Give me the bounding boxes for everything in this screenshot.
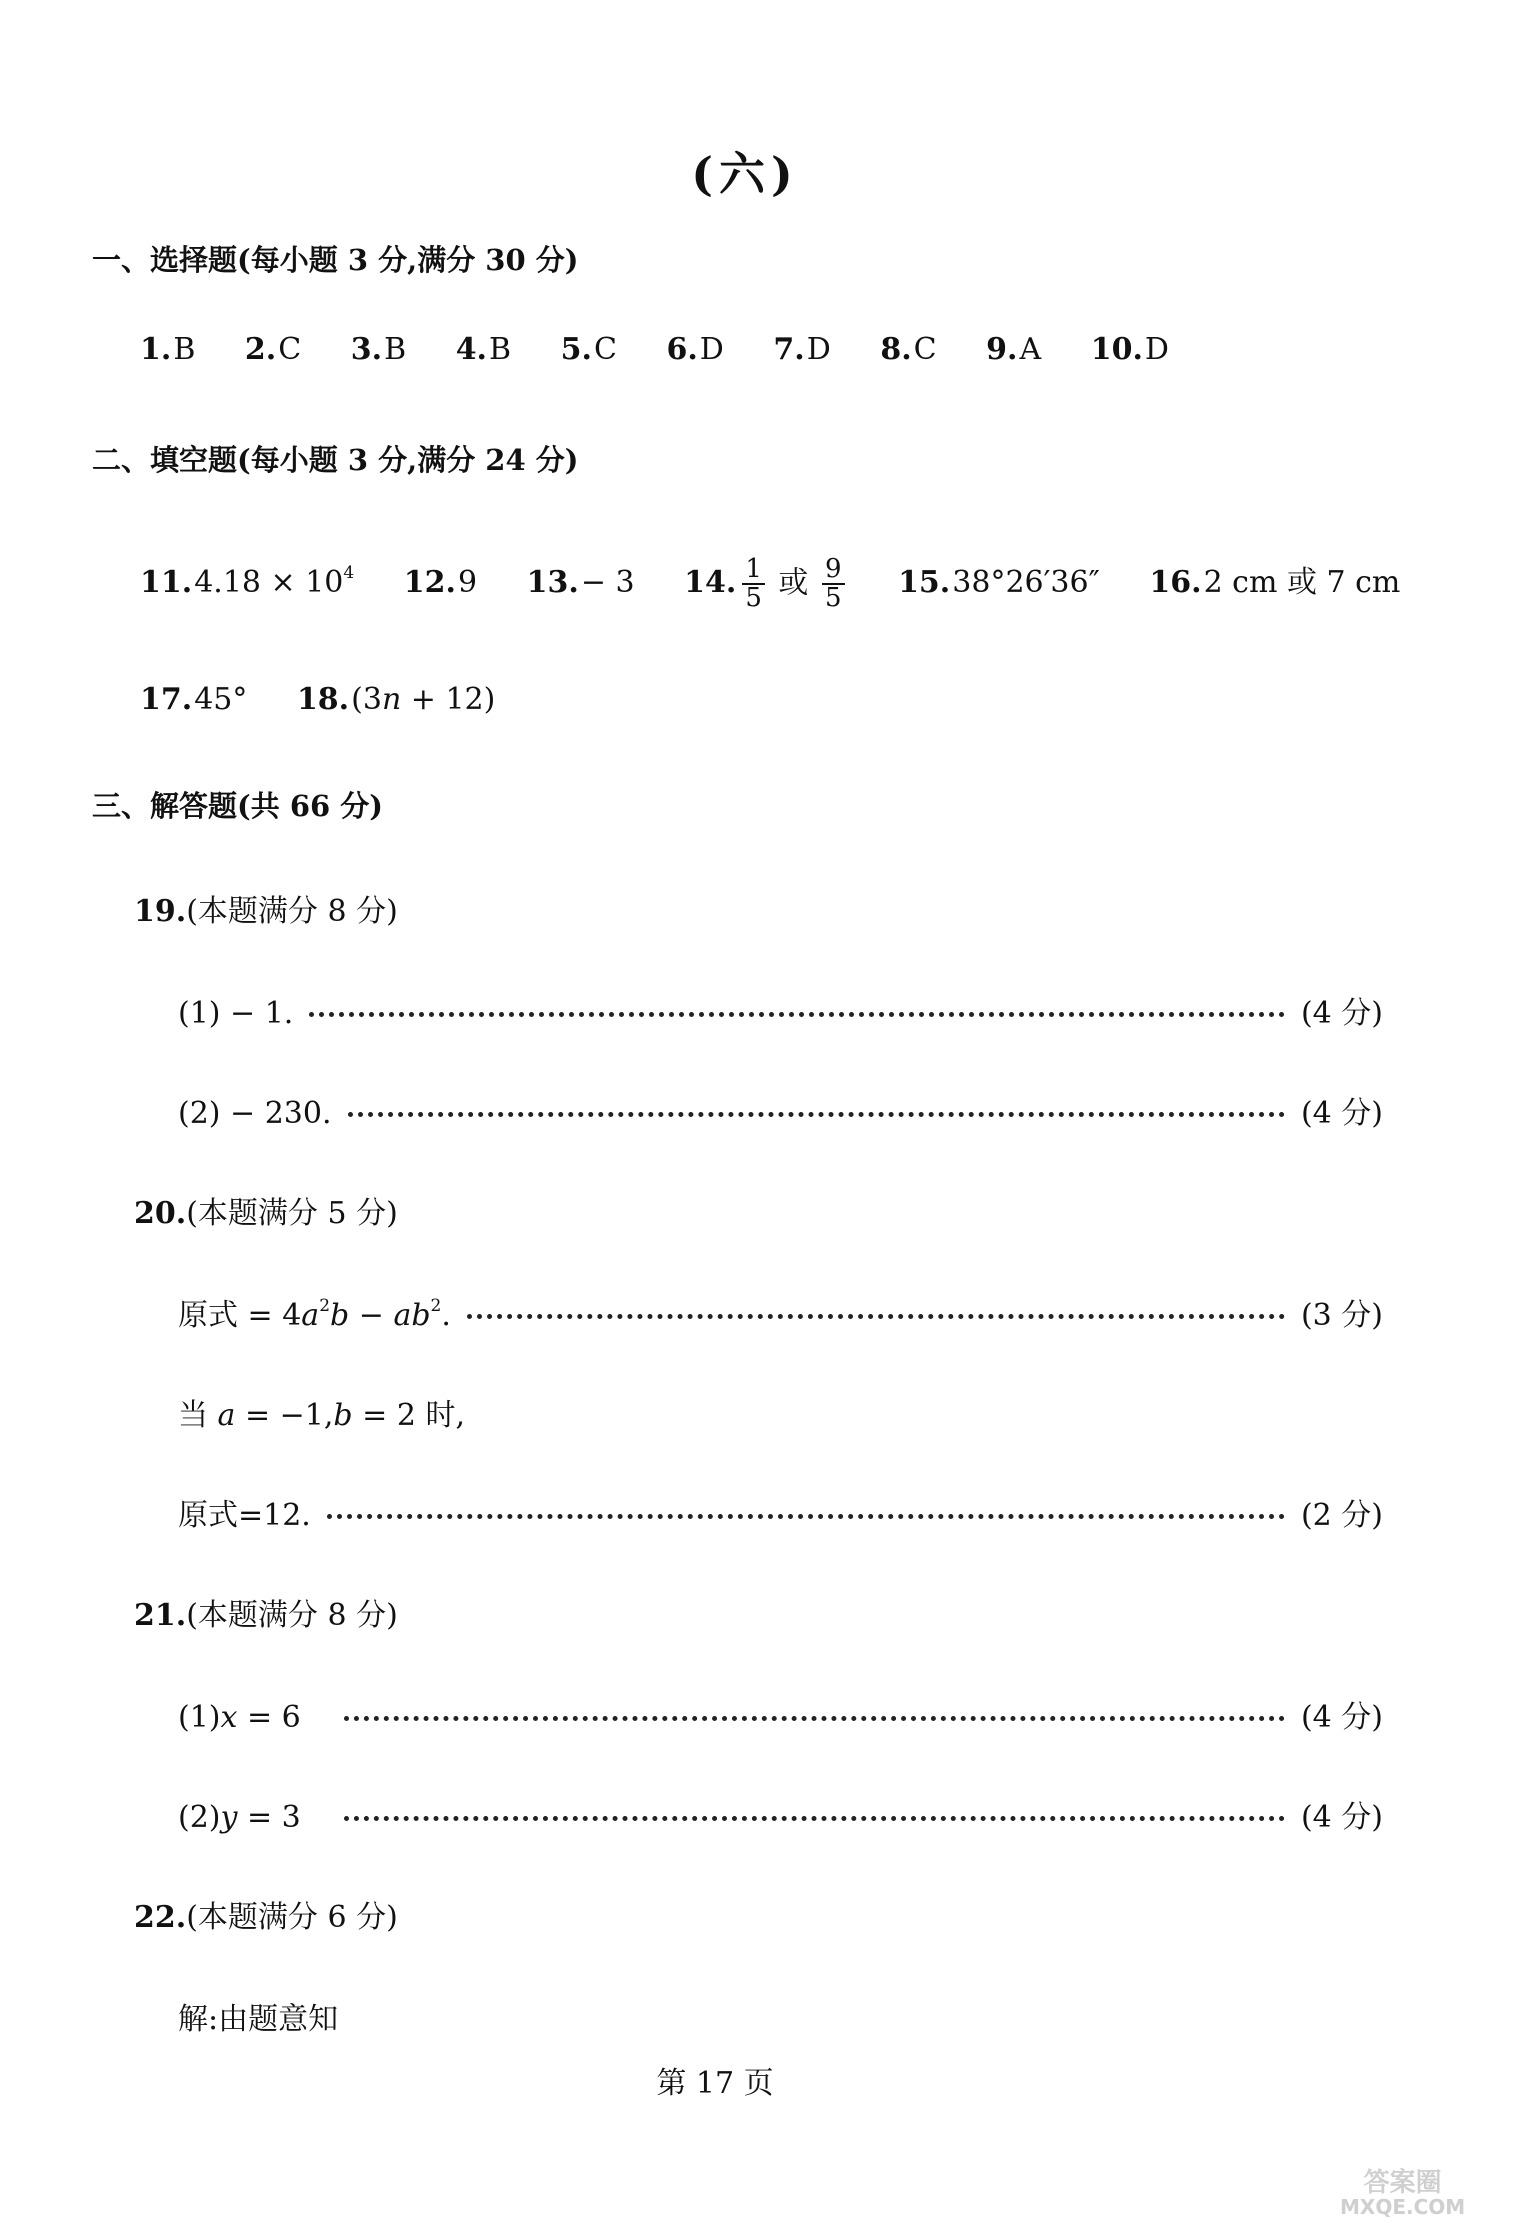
choice-answer: 7.D (773, 332, 831, 367)
question-19-header: 19.(本题满分 8 分) (134, 894, 398, 929)
fill-answer-16: 16.2 cm 或 7 cm (1149, 565, 1401, 601)
question-22-header: 22.(本题满分 6 分) (134, 1900, 398, 1935)
fill-answer-15: 15.38°26′36″ (898, 565, 1100, 601)
choice-answer: 8.C (880, 332, 937, 367)
page-title: (六) (691, 147, 799, 201)
choice-answer: 3.B (350, 332, 407, 367)
question-21-header: 21.(本题满分 8 分) (134, 1598, 398, 1633)
choice-answer: 6.D (666, 332, 724, 367)
fill-answers-row-2 (140, 682, 535, 717)
choice-answer: 2.C (244, 332, 302, 367)
question-20-header: 20.(本题满分 5 分) (134, 1196, 398, 1231)
choice-answer: 9.A (986, 332, 1042, 367)
watermark: 答案圈 MXQE.COM (1340, 2168, 1466, 2220)
fill-answer-17: 17.45° (140, 682, 248, 717)
question-20-step-1: 原式 = $4a^2b - ab^2$. (3 分) (178, 1296, 1383, 1333)
page-number: 第 17 页 (656, 2066, 774, 2101)
fill-answer-18: 18.(3n + 12) (296, 682, 496, 717)
fill-answers-row-1 (140, 556, 1440, 613)
choice-answer: 5.C (560, 332, 617, 367)
fraction: $\frac{1}{5}$ (742, 556, 765, 613)
section-solve-heading: 三、解答题(共 66 分) (92, 789, 383, 823)
fill-answer-13: 13.− 3 (526, 565, 635, 601)
fraction: $\frac{9}{5}$ (822, 556, 845, 613)
question-20-condition: 当 a = −1,b = 2 时, (178, 1398, 465, 1433)
question-19-part-2: (2) − 230. (4 分) (178, 1096, 1383, 1131)
question-20-step-2: 原式=12. (2 分) (178, 1498, 1383, 1533)
question-19-part-1: (1) − 1. (4 分) (178, 996, 1383, 1031)
fill-answer-12: 12.9 (403, 565, 478, 601)
fill-answer-14: 14. $\frac{1}{5}$ 或 $\frac{9}{5}$ (684, 556, 848, 613)
question-21-part-1: (1)x = 6 (4 分) (178, 1700, 1383, 1735)
question-22-solution: 解:由题意知 (178, 2002, 339, 2037)
section-choice-heading: 一、选择题(每小题 3 分,满分 30 分) (92, 243, 579, 277)
choice-answer: 10.D (1090, 332, 1169, 367)
fill-answer-11: $11.4.18 \times 10^4$ (140, 563, 355, 601)
choice-answer: 4.B (455, 332, 512, 367)
section-fill-heading: 二、填空题(每小题 3 分,满分 24 分) (92, 443, 579, 477)
choice-answers (140, 332, 1209, 367)
choice-answer: 1.B (140, 332, 196, 367)
question-21-part-2: (2)y = 3 (4 分) (178, 1800, 1383, 1835)
